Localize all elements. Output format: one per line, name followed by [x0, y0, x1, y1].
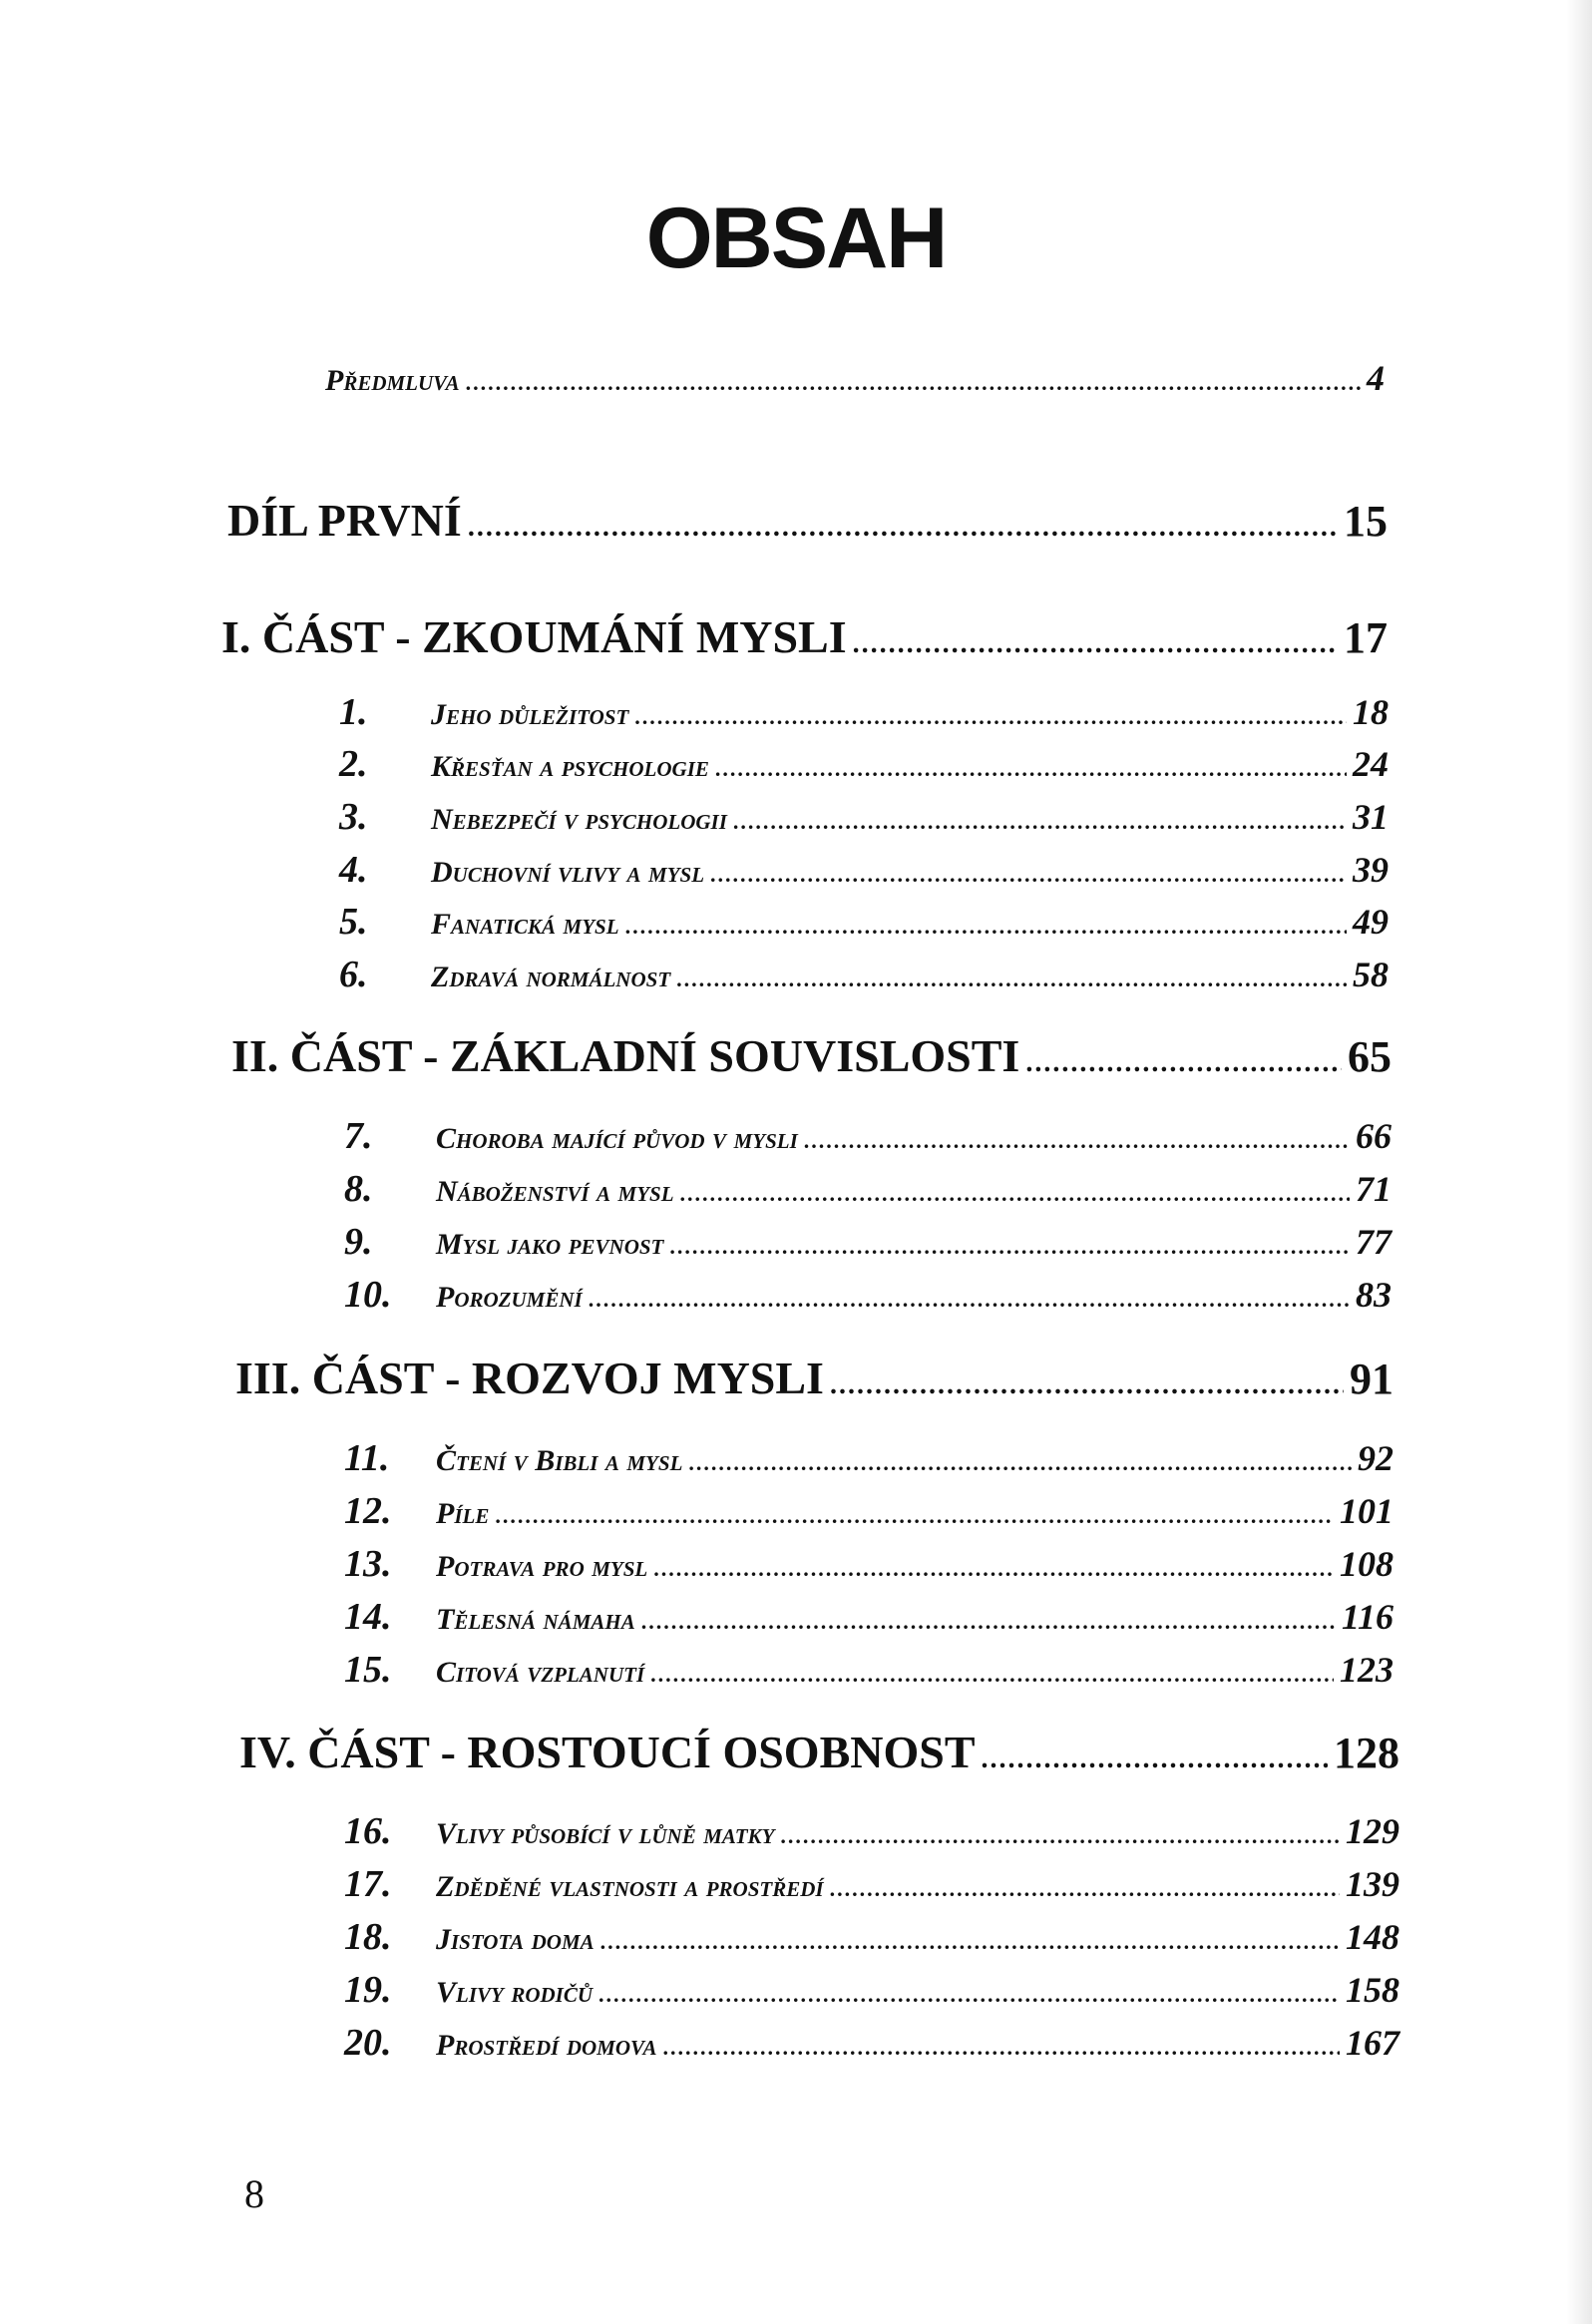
chapter-title: Tělesná námaha [436, 1603, 635, 1636]
chapter-page: 148 [1346, 1917, 1399, 1957]
chapter-number: 16. [344, 1810, 392, 1852]
leader-dots [495, 1503, 1334, 1529]
leader-dots [598, 1982, 1340, 2008]
chapter-page: 31 [1353, 797, 1389, 837]
toc-preface [325, 357, 1385, 399]
leader-dots [733, 809, 1347, 835]
toc-section-page: 65 [1348, 1032, 1392, 1081]
chapter-page: 18 [1353, 692, 1389, 732]
chapter-title: Vlivy rodičů [436, 1976, 594, 2009]
toc-section-page: 128 [1334, 1729, 1399, 1777]
chapter-number: 17. [344, 1863, 392, 1905]
chapter-page: 158 [1346, 1970, 1399, 2010]
chapter-number: 18. [344, 1916, 392, 1958]
toc-chapter [344, 1436, 1393, 1480]
chapter-number: 7. [344, 1115, 373, 1157]
leader-dots [662, 2035, 1340, 2061]
chapter-page: 24 [1353, 744, 1389, 784]
toc-chapter [344, 1220, 1392, 1264]
toc-section [235, 1352, 1393, 1404]
chapter-number: 20. [344, 2022, 392, 2064]
toc-chapter [344, 1862, 1399, 1906]
toc-chapter [344, 1968, 1399, 2012]
leader-dots [688, 1450, 1352, 1476]
chapter-page: 108 [1340, 1544, 1393, 1584]
chapter-title: Křesťan a psychologie [431, 750, 709, 783]
toc-chapter [344, 2021, 1399, 2065]
chapter-title: Čtení v Bibli a mysl [436, 1444, 683, 1477]
leader-dots [710, 862, 1347, 888]
page-title: OBSAH [645, 191, 947, 286]
chapter-title: Mysl jako pevnost [436, 1228, 664, 1261]
chapter-title: Nebezpečí v psychologii [431, 803, 727, 836]
chapter-page: 83 [1356, 1275, 1392, 1315]
toc-section [221, 610, 1388, 663]
toc-section-page: 91 [1350, 1355, 1393, 1403]
chapter-page: 92 [1358, 1438, 1393, 1478]
chapter-number: 11. [344, 1437, 390, 1479]
chapter-page: 66 [1356, 1116, 1392, 1156]
leader-dots [780, 1823, 1340, 1849]
leader-dots [676, 967, 1347, 992]
chapter-title: Píle [436, 1497, 490, 1530]
chapter-number: 6. [339, 954, 368, 995]
toc-chapter [339, 690, 1389, 734]
chapter-title: Citová vzplanutí [436, 1656, 645, 1689]
leader-dots [641, 1609, 1336, 1635]
toc-preface-label: Předmluva [325, 364, 460, 397]
chapter-page: 77 [1356, 1222, 1392, 1262]
chapter-page: 116 [1341, 1597, 1393, 1637]
toc-chapter [344, 1114, 1392, 1158]
leader-dots [600, 1929, 1340, 1955]
leader-dots [634, 704, 1347, 730]
leader-dots [1025, 1047, 1342, 1079]
leader-dots [830, 1369, 1344, 1401]
chapter-page: 49 [1353, 902, 1389, 942]
chapter-title: Prostředí domova [436, 2029, 657, 2062]
chapter-title: Duchovní vlivy a mysl [431, 856, 705, 889]
chapter-title: Choroba mající původ v mysli [436, 1122, 798, 1155]
toc-chapter [339, 848, 1389, 892]
chapter-number: 9. [344, 1221, 373, 1263]
leader-dots [653, 1556, 1334, 1582]
toc-chapter [339, 795, 1389, 839]
leader-dots [804, 1128, 1350, 1154]
chapter-title: Potrava pro mysl [436, 1550, 648, 1583]
toc-section-label: II. ČÁST - ZÁKLADNÍ SOUVISLOSTI [231, 1030, 1020, 1081]
leader-dots [468, 512, 1338, 544]
chapter-page: 39 [1353, 850, 1389, 890]
chapter-number: 14. [344, 1596, 392, 1638]
leader-dots [680, 1181, 1350, 1207]
leader-dots [625, 914, 1347, 940]
toc-section-label: III. ČÁST - ROZVOJ MYSLI [235, 1353, 824, 1403]
chapter-number: 3. [339, 796, 368, 838]
leader-dots [715, 756, 1347, 782]
chapter-page: 101 [1340, 1491, 1393, 1531]
toc-chapter [339, 900, 1389, 944]
chapter-title: Jistota doma [436, 1923, 595, 1956]
chapter-number: 8. [344, 1168, 373, 1210]
toc-part-one-page: 15 [1344, 497, 1388, 546]
leader-dots [466, 370, 1361, 396]
chapter-title: Náboženství a mysl [436, 1175, 674, 1208]
toc-section [231, 1029, 1392, 1082]
chapter-number: 4. [339, 849, 368, 891]
chapter-title: Jeho důležitost [431, 698, 629, 731]
leader-dots [830, 1876, 1340, 1902]
chapter-page: 139 [1346, 1864, 1399, 1904]
toc-part-one [227, 494, 1388, 547]
chapter-page: 167 [1346, 2023, 1399, 2063]
page-number: 8 [244, 2171, 264, 2216]
toc-chapter [344, 1489, 1393, 1533]
toc-chapter [344, 1542, 1393, 1586]
toc-section-page: 17 [1344, 613, 1388, 662]
toc-chapter [344, 1809, 1399, 1853]
chapter-title: Zděděné vlastnosti a prostředí [436, 1870, 824, 1903]
chapter-number: 19. [344, 1969, 392, 2011]
leader-dots [853, 628, 1338, 660]
chapter-title: Porozumění [436, 1281, 583, 1314]
toc-section-label: IV. ČÁST - ROSTOUCÍ OSOBNOST [239, 1727, 976, 1777]
leader-dots [982, 1743, 1328, 1775]
toc-chapter [344, 1648, 1393, 1692]
toc-preface-page: 4 [1367, 358, 1385, 398]
chapter-title: Vlivy působící v lůně matky [436, 1817, 775, 1850]
toc-section [239, 1726, 1399, 1778]
chapter-page: 71 [1356, 1169, 1392, 1209]
chapter-title: Zdravá normálnost [431, 961, 671, 993]
page-edge-shadow [1566, 0, 1592, 2324]
chapter-page: 123 [1340, 1650, 1393, 1690]
chapter-number: 2. [339, 743, 368, 785]
chapter-number: 10. [344, 1274, 392, 1316]
chapter-number: 12. [344, 1490, 392, 1532]
chapter-page: 58 [1353, 955, 1389, 994]
chapter-page: 129 [1346, 1811, 1399, 1851]
toc-chapter [344, 1595, 1393, 1639]
leader-dots [589, 1287, 1350, 1313]
toc-chapter [339, 742, 1389, 786]
chapter-title: Fanatická mysl [431, 908, 619, 941]
chapter-number: 13. [344, 1543, 392, 1585]
chapter-number: 15. [344, 1649, 392, 1691]
toc-chapter [344, 1273, 1392, 1317]
toc-chapter [339, 953, 1389, 996]
chapter-number: 5. [339, 901, 368, 943]
leader-dots [669, 1234, 1350, 1260]
leader-dots [650, 1662, 1334, 1688]
toc-chapter [344, 1915, 1399, 1959]
toc-section-label: I. ČÁST - ZKOUMÁNÍ MYSLI [221, 611, 847, 662]
toc-part-one-label: DÍL PRVNÍ [227, 495, 462, 546]
toc-chapter [344, 1167, 1392, 1211]
chapter-number: 1. [339, 691, 368, 733]
